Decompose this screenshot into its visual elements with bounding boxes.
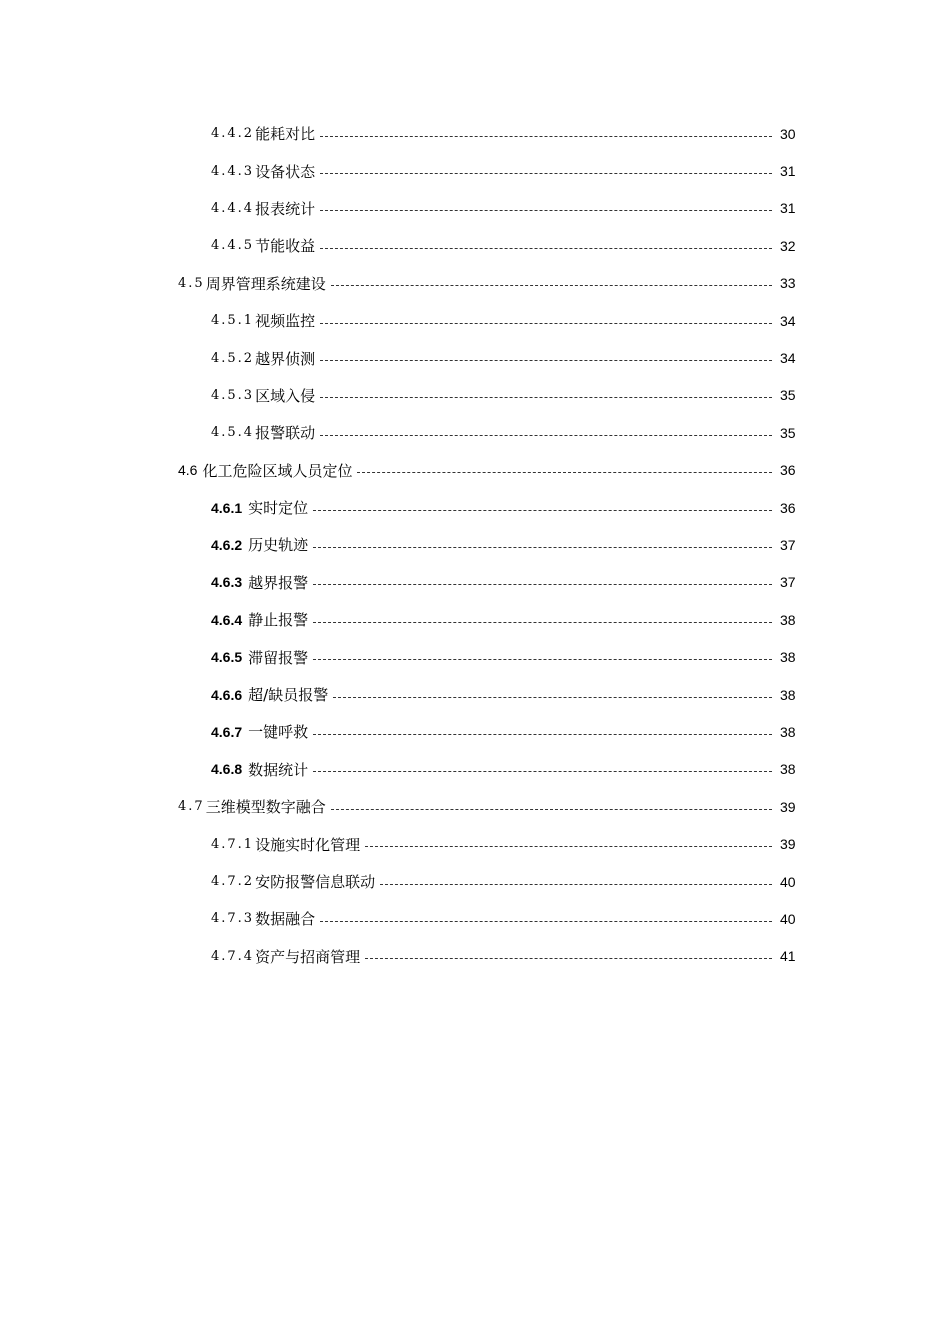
toc-entry-title: 越界报警 <box>248 573 309 592</box>
toc-leader <box>313 733 772 735</box>
toc-entry-page: 34 <box>780 350 796 367</box>
toc-entry-page: 34 <box>780 312 796 329</box>
toc-entry-page: 38 <box>780 649 796 666</box>
toc-entry-title: 化工危险区域人员定位 <box>202 461 353 480</box>
toc-entry-page: 41 <box>780 948 796 965</box>
toc-entry-number: 4.4.2 <box>211 126 255 142</box>
toc-entry[interactable] <box>0 863 950 900</box>
toc-entry-page: 31 <box>780 163 796 180</box>
toc-entry-page: 30 <box>780 125 796 142</box>
toc-entry-number: 4.7.2 <box>211 874 255 889</box>
toc-entry-page: 31 <box>780 200 796 217</box>
toc-leader <box>313 658 772 660</box>
toc-entry-number: 4.6.1 <box>211 499 243 516</box>
toc-entry[interactable] <box>0 601 950 638</box>
toc-entry[interactable] <box>0 452 950 489</box>
toc-entry-number: 4.5.1 <box>211 313 255 329</box>
toc-entry-page: 39 <box>780 836 796 853</box>
toc-entry-title: 静止报警 <box>248 611 309 630</box>
toc-entry-title: 安防报警信息联动 <box>255 873 376 891</box>
toc-leader <box>365 957 772 959</box>
toc-entry-number: 4.6.7 <box>211 723 243 740</box>
toc-entry-title: 资产与招商管理 <box>255 947 361 966</box>
toc-entry-number: 4.6.2 <box>211 536 243 553</box>
toc-entry-page: 36 <box>780 462 796 479</box>
toc-entry-title: 三维模型数字融合 <box>205 798 326 817</box>
toc-entry-number: 4.5.3 <box>211 387 255 403</box>
toc-entry[interactable] <box>0 265 950 302</box>
toc-entry-page: 38 <box>780 611 796 628</box>
toc-entry-title: 越界侦测 <box>255 349 316 368</box>
toc-entry-number: 4.6 <box>178 462 198 479</box>
toc-leader <box>333 696 772 698</box>
toc-entry-page: 35 <box>780 424 796 441</box>
toc-entry[interactable] <box>0 339 950 376</box>
toc-entry-page: 35 <box>780 387 796 404</box>
toc-entry-title: 历史轨迹 <box>248 536 309 555</box>
toc-leader <box>357 471 772 473</box>
toc-entry[interactable] <box>0 788 950 825</box>
toc-entry-title: 数据统计 <box>248 760 309 779</box>
toc-entry[interactable] <box>0 938 950 975</box>
toc-leader <box>320 434 772 436</box>
toc-leader <box>331 284 772 286</box>
toc-entry-number: 4.5.2 <box>211 350 255 366</box>
toc-entry-title: 区域入侵 <box>255 386 316 405</box>
toc-leader <box>320 322 772 324</box>
toc-leader <box>320 135 772 137</box>
toc-entry-number: 4.6.6 <box>211 686 243 703</box>
toc-entry[interactable] <box>0 900 950 937</box>
toc-leader <box>313 546 772 548</box>
toc-entry-title: 滞留报警 <box>248 648 309 667</box>
toc-entry-title: 设施实时化管理 <box>255 835 361 854</box>
toc-entry[interactable] <box>0 377 950 414</box>
toc-leader <box>313 770 772 772</box>
toc-entry-title: 设备状态 <box>255 162 316 181</box>
toc-entry-page: 36 <box>780 499 796 516</box>
toc-entry[interactable] <box>0 115 950 152</box>
toc-leader <box>313 621 772 623</box>
toc-entry-title: 一键呼救 <box>248 723 309 742</box>
toc-entry[interactable] <box>0 638 950 675</box>
toc-leader <box>331 808 772 810</box>
toc-entry-title: 能耗对比 <box>255 125 316 144</box>
toc-entry[interactable] <box>0 564 950 601</box>
toc-leader <box>320 172 772 174</box>
toc-entry-number: 4.5 <box>178 275 205 291</box>
toc-entry[interactable] <box>0 526 950 563</box>
toc-leader <box>313 583 772 585</box>
toc-entry-title: 报警联动 <box>255 424 316 443</box>
toc-entry[interactable] <box>0 152 950 189</box>
table-of-contents <box>0 115 950 975</box>
toc-leader <box>320 920 772 922</box>
toc-entry-number: 4.7.4 <box>211 948 255 964</box>
toc-entry-page: 38 <box>780 686 796 703</box>
toc-entry[interactable] <box>0 489 950 526</box>
toc-entry[interactable] <box>0 751 950 788</box>
toc-entry-title: 视频监控 <box>255 312 316 331</box>
toc-entry-number: 4.7.3 <box>211 911 255 927</box>
toc-entry-page: 40 <box>780 873 796 890</box>
toc-entry-number: 4.6.3 <box>211 574 243 591</box>
toc-entry-title: 报表统计 <box>255 199 316 218</box>
toc-leader <box>320 247 772 249</box>
toc-entry[interactable] <box>0 825 950 862</box>
toc-entry-page: 39 <box>780 798 796 815</box>
toc-entry-page: 40 <box>780 910 796 927</box>
toc-entry-page: 38 <box>780 723 796 740</box>
toc-entry-number: 4.6.5 <box>211 649 243 666</box>
toc-entry-page: 32 <box>780 237 796 254</box>
toc-entry-title: 实时定位 <box>248 499 309 518</box>
toc-entry[interactable] <box>0 302 950 339</box>
toc-leader <box>320 209 772 211</box>
toc-entry-number: 4.4.4 <box>211 200 255 216</box>
toc-entry-page: 38 <box>780 761 796 778</box>
toc-entry-page: 37 <box>780 574 796 591</box>
toc-entry[interactable] <box>0 190 950 227</box>
toc-leader <box>320 359 772 361</box>
toc-leader <box>313 509 772 511</box>
toc-entry[interactable] <box>0 676 950 713</box>
toc-entry-number: 4.7.1 <box>211 836 255 852</box>
toc-entry-number: 4.4.5 <box>211 238 255 254</box>
toc-leader <box>320 396 772 398</box>
toc-entry-title: 数据融合 <box>255 910 316 929</box>
toc-leader <box>365 845 772 847</box>
toc-entry-number: 4.7 <box>178 799 205 815</box>
toc-entry[interactable] <box>0 713 950 750</box>
toc-entry[interactable] <box>0 414 950 451</box>
toc-entry-title: 节能收益 <box>255 237 316 256</box>
toc-entry[interactable] <box>0 227 950 264</box>
toc-leader <box>380 883 772 885</box>
toc-entry-page: 33 <box>780 275 796 292</box>
toc-entry-page: 37 <box>780 536 796 553</box>
toc-entry-title: 超/缺员报警 <box>248 686 329 705</box>
toc-entry-number: 4.6.4 <box>211 611 243 628</box>
toc-entry-number: 4.5.4 <box>211 425 255 441</box>
toc-entry-number: 4.6.8 <box>211 761 243 778</box>
toc-entry-title: 周界管理系统建设 <box>205 274 326 293</box>
toc-entry-number: 4.4.3 <box>211 163 255 179</box>
